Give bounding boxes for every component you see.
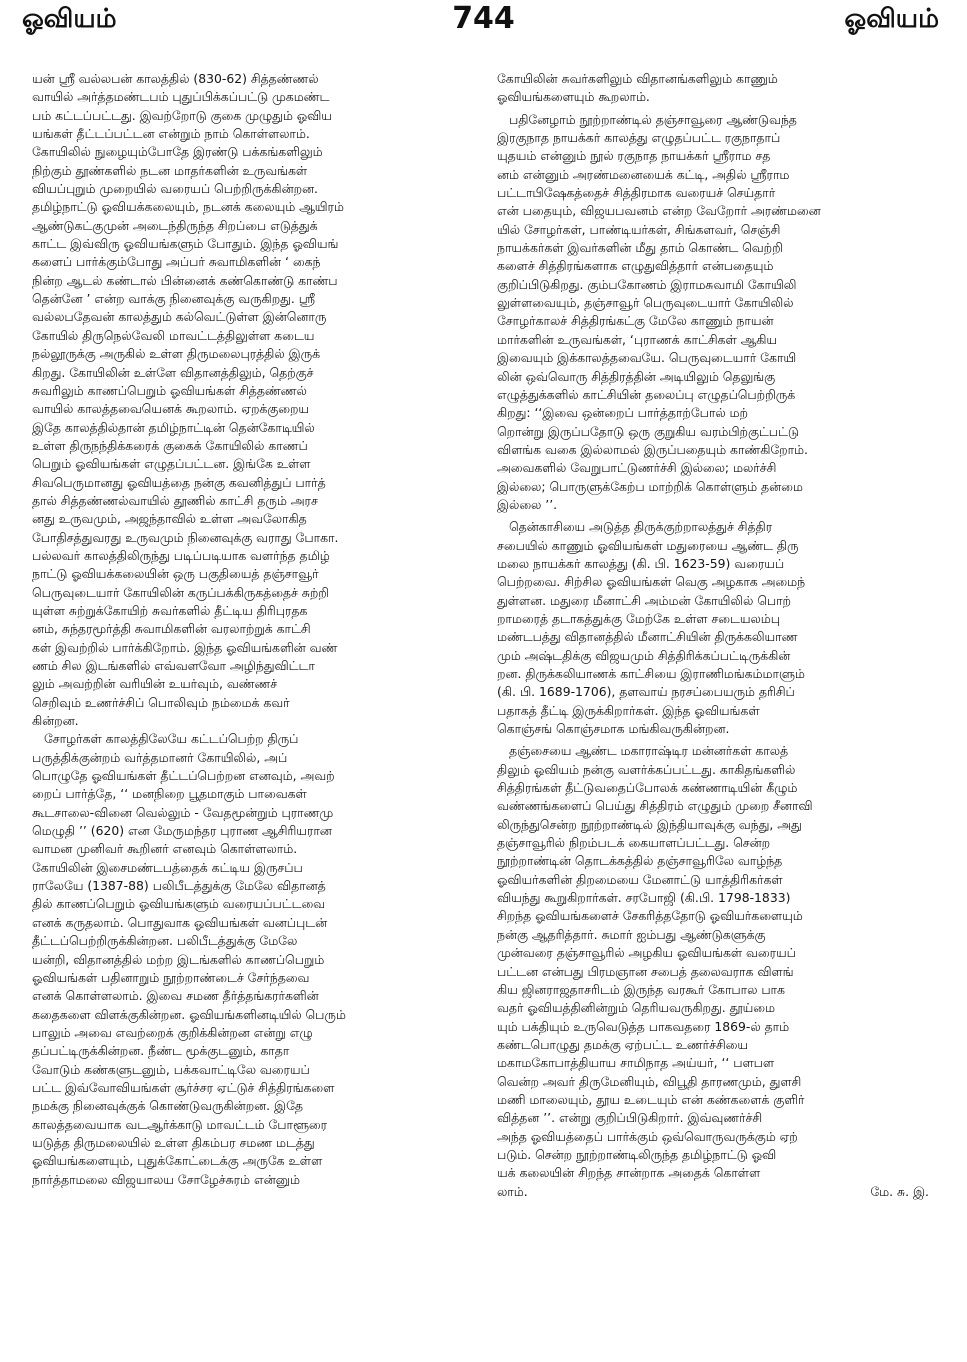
text-line: சோழர்காலச் சித்திரங்கட்கு மேலே காணும் நாயன் bbox=[497, 313, 774, 329]
text-line: யன் ஸ்ரீ வல்லபன் காலத்தில் (830-62) சித்தண்ணல் bbox=[32, 71, 319, 86]
text-line: நின்ற ஆடல் கண்டால் பின்னைக் கண்கொண்டு காண்ப bbox=[32, 272, 338, 288]
text-line: நாயக்கர்கள் இவர்களின் மீது தாம் கொண்ட வெற்றி bbox=[497, 240, 783, 256]
text-line: (கி. பி. 1689-1706), தளவாய் நரசப்பையரும் தரிசிப் bbox=[497, 684, 795, 700]
text-line: வியப்புறும் முறையில் வரையப் பெற்றிருக்கின்றன. bbox=[32, 181, 318, 197]
text-line: யும் பக்தியும் உருவெடுத்த பாகவதரை 1869-ல் தாம் bbox=[497, 1018, 790, 1034]
page-number: 744 bbox=[452, 1, 515, 36]
text-line: கொஞ்சங் கொஞ்சமாக மங்கிவருகின்றன. bbox=[497, 721, 730, 737]
text-line: கிய ஜினராஜதாசரிடம் இருந்த வரகூர் கோபால பாக bbox=[497, 981, 785, 997]
text-line: களைச் சித்திரங்களாக எழுதுவித்தார் என்பதையும் bbox=[497, 258, 774, 274]
text-line: றன. திருக்கலியாணக் காட்சியை இராணிமங்கம்மாளும் bbox=[497, 666, 805, 681]
running-head-right: ஓவியம் bbox=[844, 4, 939, 34]
text-line: தஞ்சாவூரில் நிறம்படக் கையாளப்பட்டது. சென்ற bbox=[497, 835, 771, 851]
text-line: லுள்ளவையும், தஞ்சாவூர் பெருவுடையார் கோயிலில் bbox=[497, 295, 794, 311]
text-line: இல்லை; பொருளுக்கேற்ப மாற்றிக் கொள்ளும் தன்மை bbox=[497, 478, 803, 494]
text-line: என் பதையும், விஜயபவனம் என்ற வேறோர் அரண்மனை bbox=[497, 203, 821, 219]
text-line: பருத்திக்குன்றம் வர்த்தமானர் கோயிலில், அப் bbox=[32, 749, 288, 765]
text-line: சுவரிலும் காணப்பெறும் ஓவியங்கள் சித்தண்ணல் bbox=[32, 382, 307, 398]
text-line: களைப் பார்க்கும்போது அப்பர் சுவாமிகளின் ‘ கைந் bbox=[32, 254, 321, 270]
author-signature: மே. சு. இ. bbox=[870, 1183, 929, 1199]
text-line: பாலும் அவை எவற்றைக் குறிக்கின்றன என்று எழு bbox=[32, 1024, 313, 1040]
text-line: ணம் சில இடங்களில் எவ்வளவோ அழிந்துவிட்டா bbox=[32, 658, 315, 673]
text-line: தப்பட்டிருக்கின்றன. நீண்ட மூக்குடனும், காதா bbox=[32, 1043, 290, 1059]
text-line: மகாமகோபாத்தியாய சாமிநாத அய்யர், ‘‘ பளபள bbox=[497, 1055, 775, 1071]
text-line: கிறது: ‘‘இவை ஒன்றைப் பார்த்தாற்போல் மற் bbox=[497, 405, 748, 421]
text-line: முன்வரை தஞ்சாவூரில் அழகிய ஓவியங்கள் வரையப் bbox=[497, 945, 796, 961]
text-line: கோயில் திருநெல்வேலி மாவட்டத்திலுள்ள கடைய bbox=[32, 327, 315, 343]
text-line: வாயில் காலத்தவையெனக் கூறலாம். ஏறக்குறைய bbox=[32, 401, 310, 417]
text-line: ஓவியங்களையும், புதுக்கோட்டைக்கு அருகே உள்ள bbox=[32, 1153, 323, 1169]
text-line: றைப் பார்த்தே, ‘‘ மனநிறை பூதமாகும் பாவைகள் bbox=[32, 786, 307, 802]
text-line: ராலேயே (1387-88) பலிபீடத்துக்கு மேலே விதானத் bbox=[32, 878, 326, 894]
text-line: பொழுதே ஓவியங்கள் தீட்டப்பெற்றன எனவும், அவற் bbox=[32, 768, 335, 784]
text-line: பெருவுடையார் கோயிலின் கருப்பக்கிருகத்தைச் சுற்றி bbox=[32, 584, 329, 600]
text-line: நூற்றாண்டின் தொடக்கத்தில் தஞ்சாவூரிலே வாழ்ந்த bbox=[497, 853, 783, 869]
text-line: கிறது. கோயிலின் உள்ளே விதானத்திலும், தெற்குச் bbox=[32, 364, 314, 380]
text-line: இரகுநாத நாயக்கர் காலத்து எழுதப்பட்ட ரகுநாதாப் bbox=[497, 130, 781, 146]
text-line: கூடசாலை-வினை வெல்லும் - வேதமூன்றும் புராணமு bbox=[32, 804, 334, 820]
text-line: கோயிலின் சுவர்களிலும் விதானங்களிலும் காணும் bbox=[497, 71, 778, 86]
text-line: கண்டபொழுது தமக்கு ஏற்பட்ட உணர்ச்சியை bbox=[497, 1036, 749, 1052]
text-line: தென்னே ’ என்ற வாக்கு நினைவுக்கு வருகிறது. ஸ்ரீ bbox=[32, 291, 315, 307]
text-line: நார்த்தாமலை விஜயாலய சோழேச்சுரம் என்னும் bbox=[32, 1171, 300, 1187]
text-line bbox=[497, 1183, 943, 1201]
text-line: எனக் கருதலாம். பொதுவாக ஓவியங்கள் வனப்புடன் bbox=[32, 914, 328, 930]
text-line: வல்லபதேவன் காலத்தும் கல்வெட்டுள்ள இன்னொரு bbox=[32, 309, 327, 325]
text-line: றொன்று இருப்பதோடு ஒரு குறுகிய வரம்பிற்குட்பட்டு bbox=[497, 423, 799, 439]
text-line: சித்திரங்கள் தீட்டுவதைப்போலக் கண்ணாடியின் கீழும் bbox=[497, 780, 798, 796]
text-line: யடுத்த திருமலையில் உள்ள திகம்பர சமண மடத்து bbox=[32, 1134, 315, 1150]
text-line: மார்களின் உருவங்கள், ‘புராணக் காட்சிகள் ஆகிய bbox=[497, 331, 778, 347]
text-line: வாமன முனிவர் கூறினர் எனவும் கொள்ளலாம். bbox=[32, 841, 298, 857]
text-line: மண்டபத்து விதானத்தில் மீனாட்சியின் திருக்கலியாண bbox=[497, 629, 798, 645]
text-line: சோழர்கள் காலத்திலேயே கட்டப்பெற்ற திருப் bbox=[44, 731, 299, 747]
text-line: படும். சென்ற நூற்றாண்டிலிருந்த தமிழ்நாட்டு ஓவி bbox=[497, 1146, 777, 1162]
left-text-column bbox=[32, 70, 478, 1189]
text-line: நிற்கும் தூண்களில் நடன மாதர்களின் உருவங்கள் bbox=[32, 162, 308, 178]
text-line: யுதயம் என்னும் நூல் ரகுநாத நாயக்கர் ஸ்ரீராம சத bbox=[497, 148, 771, 164]
text-line: யுள்ள சுற்றுக்கோயிற் சுவர்களில் தீட்டிய திரிபுரதக bbox=[32, 602, 308, 618]
text-line: காட்ட இவ்விரு ஓவியங்களும் போதும். இந்த ஓவியங் bbox=[32, 236, 339, 252]
text-line: வித்தன ’’. என்று குறிப்பிடுகிறார். இவ்வுணர்ச்சி bbox=[497, 1110, 763, 1126]
text-line: லிருந்துசென்ற நூற்றாண்டில் இந்தியாவுக்கு வந்து, அது bbox=[497, 816, 802, 832]
text-line: போதிசத்துவரது உருவமும் நினைவுக்கு வராது போகா. bbox=[32, 529, 339, 545]
text-line: லும் அவற்றின் வரியின் உயர்வும், வண்ணச் bbox=[32, 676, 278, 692]
text-line: நமக்கு நினைவுக்குக் கொண்டுவருகின்றன. இதே bbox=[32, 1098, 303, 1114]
text-line: ஆண்டுகட்குமுன் அடைந்திருந்த சிறப்பை எடுத்துக் bbox=[32, 217, 318, 233]
text-line: வியந்து கூறுகிறார்கள். சரபோஜி (கி.பி. 1798-1833) bbox=[497, 890, 791, 906]
text-line: உள்ள திருநந்திக்கரைக் குகைக் கோயிலில் காணப் bbox=[32, 437, 308, 453]
text-line: தில் காணப்பெறும் ஓவியங்களும் வரையப்பட்டவை bbox=[32, 896, 326, 912]
text-line: தமிழ்நாட்டு ஓவியக்கலையும், நடனக் கலையும் ஆயிரம் bbox=[32, 199, 344, 215]
text-line: யன்றி, விதானத்தில் மற்ற இடங்களில் காணப்பெறும் bbox=[32, 951, 325, 967]
text-line: தால் சித்தண்ணல்வாயில் தூணில் காட்சி தரும் அரச bbox=[32, 492, 318, 508]
text-line: நன்கு ஆதரித்தார். சுமார் ஐம்பது ஆண்டுகளுக்கு bbox=[497, 926, 766, 942]
text-line: யங்கள் தீட்டப்பட்டன என்றும் நாம் கொள்ளலாம். bbox=[32, 126, 310, 142]
text-line: சிறந்த ஓவியங்களைச் சேகரித்ததோடு ஓவியர்களையும் bbox=[497, 908, 803, 924]
text-line: மணி மாலையும், தூய உடையும் என் கண்களைக் குளிர் bbox=[497, 1091, 805, 1107]
text-line: றாமரைத் தடாகத்துக்கு மேற்கே உள்ள சடையலம்பு bbox=[497, 610, 780, 626]
text-line: பல்லவர் காலத்திலிருந்து படிப்படியாக வளர்ந்த தமிழ் bbox=[32, 547, 330, 563]
text-line: எழுத்துக்களில் காட்சியின் தலைப்பு எழுதப்பெற்றிருக் bbox=[497, 386, 796, 402]
text-line: தீட்டப்பெற்றிருக்கின்றன. பலிபீடத்துக்கு மேலே bbox=[32, 933, 298, 949]
text-line: சபையில் காணும் ஓவியங்கள் மதுரையை ஆண்ட திரு bbox=[497, 537, 799, 553]
text-line: குறிப்பிடுகிறது. கும்பகோணம் இராமசுவாமி கோயிலி bbox=[497, 276, 797, 292]
text-line: கின்றன. bbox=[32, 713, 79, 729]
text-line: ஓவியங்களையும் கூறலாம். bbox=[497, 89, 650, 105]
text-line: பெற்றவை. சிற்சில ஓவியங்கள் வெகு அழகாக அமைந் bbox=[497, 574, 806, 590]
text-line: கோயிலில் நுழையும்போதே இரண்டு பக்கங்களிலும் bbox=[32, 144, 323, 160]
text-line-content: லாம். bbox=[497, 1183, 528, 1199]
text-line: கதைகளை விளக்குகின்றன. ஓவியங்களினடியில் பெரும் bbox=[32, 1006, 346, 1022]
text-line: சிவபெருமானது ஓவியத்தை நன்கு கவனித்துப் பார்த் bbox=[32, 474, 326, 490]
text-line: வண்ணங்களைப் பெய்து சித்திரம் எழுதும் முறை சீனாவி bbox=[497, 798, 813, 814]
text-line: யில் சோழர்கள், பாண்டியர்கள், சிங்களவர், செஞ்சி bbox=[497, 221, 781, 237]
text-line: காலத்தவையாக வடஆர்க்காடு மாவட்டம் போளூரை bbox=[32, 1116, 328, 1132]
text-line: ஓவியர்களின் திறமையை மேனாட்டு யாத்திரிகர்கள் bbox=[497, 871, 783, 887]
text-line: பதாகத் தீட்டி இருக்கிறார்கள். இந்த ஓவியங்கள் bbox=[497, 702, 760, 718]
text-line: லின் ஒவ்வொரு சித்திரத்தின் அடியிலும் தெலுங்கு bbox=[497, 368, 776, 384]
text-line: வென்ற அவர் திருமேனியும், விபூதி தாரணமும், துளசி bbox=[497, 1073, 802, 1089]
text-line: அவைகளில் வேறுபாட்டுணர்ச்சி இல்லை; மலர்ச்சி bbox=[497, 460, 777, 476]
text-line: பம் கட்டப்பட்டது. இவற்றோடு குகை முழுதும் ஓவிய bbox=[32, 107, 332, 123]
text-line: இதே காலத்தில்தான் தமிழ்நாட்டின் தென்கோடியில் bbox=[32, 419, 315, 435]
text-line: மலை நாயக்கர் காலத்து (கி. பி. 1623-59) வரையப் bbox=[497, 555, 785, 571]
text-line: விளங்க வகை இல்லாமல் இருப்பதையும் காண்கிறோம். bbox=[497, 441, 808, 457]
text-line: பட்ட இவ்வோவியங்கள் சூர்ச்சர ஏட்டுச் சித்திரங்களை bbox=[32, 1079, 335, 1095]
text-line: பட்டாபிஷேகத்தைச் சித்திரமாக வரையச் செய்தார் bbox=[497, 185, 776, 201]
text-line: யக் கலையின் சிறந்த சான்றாக அதைக் கொள்ள bbox=[497, 1165, 761, 1181]
text-line: னம், சுந்தரமூர்த்தி சுவாமிகளின் வரலாற்றுக் காட்சி bbox=[32, 621, 311, 637]
text-line: மும் அஷ்டதிக்கு விஜயமும் சித்திரிக்கப்பட்டிருக்கின் bbox=[497, 647, 791, 663]
running-head-left: ஓவியம் bbox=[22, 4, 117, 34]
text-line: தஞ்சையை ஆண்ட மகாராஷ்டிர மன்னர்கள் காலத் bbox=[509, 743, 789, 759]
text-line: பதினேழாம் நூற்றாண்டில் தஞ்சாவூரை ஆண்டுவந்த bbox=[509, 111, 797, 127]
text-line: தென்காசியை அடுத்த திருக்குற்றாலத்துச் சித்திர bbox=[509, 519, 773, 535]
text-line: துள்ளன. மதுரை மீனாட்சி அம்மன் கோயிலில் பொற் bbox=[497, 592, 791, 608]
text-line: நல்லூருக்கு அருகில் உள்ள திருமலைபுரத்தில் இருக் bbox=[32, 346, 320, 362]
text-line: னது உருவமும், அஜந்தாவில் உள்ள அவலோகித bbox=[32, 511, 307, 527]
text-line: பட்டன என்பது பிரமஞான சபைத் தலைவராக விளங் bbox=[497, 963, 794, 979]
text-line: வாயில் அர்த்தமண்டபம் புதுப்பிக்கப்பட்டு முகமண்ட bbox=[32, 89, 330, 105]
text-line: னம் என்னும் அரண்மனையைக் கட்டி, அதில் ஸ்ரீராம bbox=[497, 166, 790, 182]
right-text-column bbox=[497, 70, 943, 1201]
text-line: எனக் கொள்ளலாம். இவை சமண தீர்த்தங்கரர்களின் bbox=[32, 988, 319, 1004]
text-line: மெழுதி ’’ (620) என மேருமந்தர புராண ஆசிரியரான bbox=[32, 823, 332, 839]
text-line: கள் இவற்றில் பார்க்கிறோம். இந்த ஓவியங்களின் வண் bbox=[32, 639, 338, 655]
text-line: இல்லை ’’. bbox=[497, 496, 558, 512]
text-line: பெறும் ஓவியங்கள் எழுதப்பட்டன. இங்கே உள்ள bbox=[32, 456, 311, 472]
text-line: அந்த ஓவியத்தைப் பார்க்கும் ஒவ்வொருவருக்கும் ஏற் bbox=[497, 1128, 798, 1144]
text-line: செறிவும் உணர்ச்சிப் பொலிவும் நம்மைக் கவர் bbox=[32, 694, 290, 710]
text-line: ஓவியங்கள் பதினாறும் நூற்றாண்டைச் சேர்ந்தவை bbox=[32, 969, 310, 985]
text-line: இவையும் இக்காலத்தவையே. பெருவுடையார் கோயி bbox=[497, 350, 797, 366]
text-line: நாட்டு ஓவியக்கலையின் ஒரு பகுதியைத் தஞ்சாவூர் bbox=[32, 566, 319, 582]
text-line: திலும் ஓவியம் நன்கு வளர்க்கப்பட்டது. காகிதங்களில் bbox=[497, 761, 796, 777]
text-line: கோயிலின் இசைமண்டபத்தைக் கட்டிய இருசப்ப bbox=[32, 859, 303, 875]
text-line: வதர் ஓவியத்தினின்றும் தெரியவருகிறது. தூய்மை bbox=[497, 1000, 775, 1016]
text-line: வோடும் கண்களுடனும், பக்கவாட்டிலே வரையப் bbox=[32, 1061, 310, 1077]
